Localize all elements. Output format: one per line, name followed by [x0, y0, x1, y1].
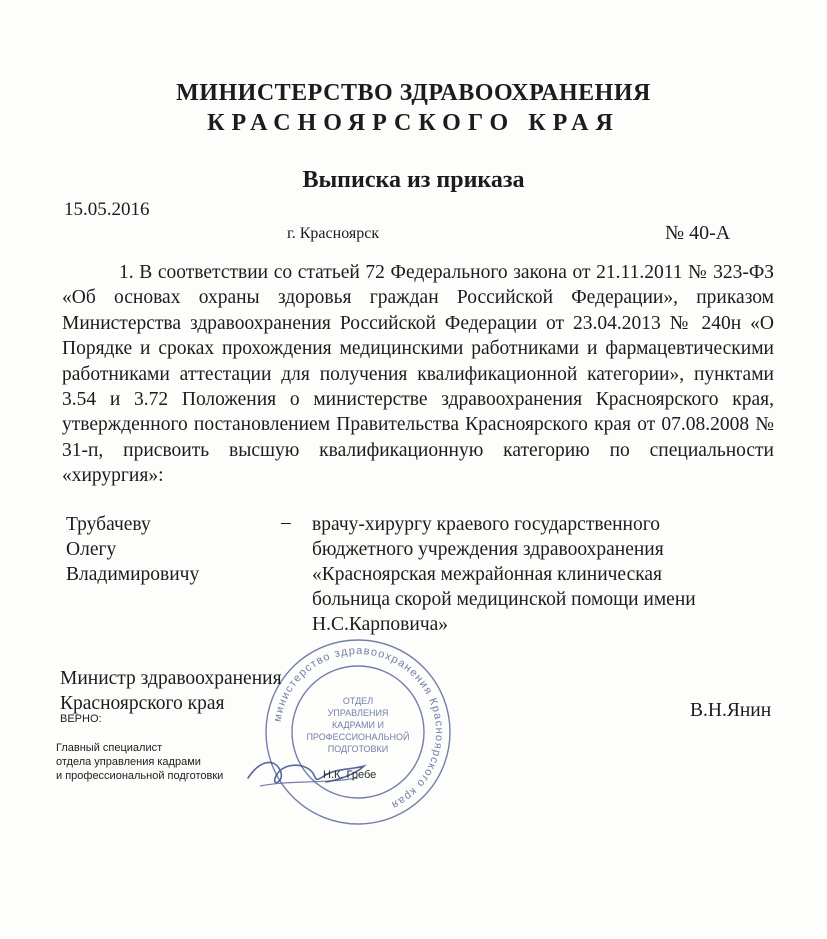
position-line: врачу-хирургу краевого государственного: [312, 514, 660, 535]
employee-first-name: Олегу: [66, 539, 117, 560]
stamp-inner-line: УПРАВЛЕНИЯ: [327, 708, 389, 718]
stamp-inner-line: КАДРАМИ И: [332, 720, 384, 730]
verno-label: ВЕРНО:: [60, 713, 102, 725]
document-date: 15.05.2016: [64, 199, 150, 220]
specialist-title-line: и профессиональной подготовки: [56, 770, 224, 782]
stamp-inner-line: ПОДГОТОВКИ: [327, 744, 389, 754]
employee-name: [66, 512, 199, 587]
minister-title-line: Красноярского края: [60, 693, 225, 714]
order-paragraph: 1. В соответствии со статьей 72 Федерального закона от 21.11.2011 № 323-ФЗ «Об основах охраны здоровья граждан Российской Федерации», приказом Министерства здравоохранения Российской Федерации от 23.04.2013 № 240н «О Порядке и сроках прохождения медицинскими работниками и фармацевтическими работниками аттестации для получения квалификационной категории», пунктами 3.54 и 3.72 Положения о министерстве здравоохранения Красноярского края, утвержденного постановлением Правительства Красноярского края от 07.08.2008 № 31-п, присвоить высшую квалификационную категорию по специальности «хирургия»:: [62, 262, 774, 487]
employee-patronymic: Владимировичу: [66, 564, 200, 585]
ministry-title-line2: КРАСНОЯРСКОГО КРАЯ: [207, 110, 620, 136]
document-title: Выписка из приказа: [302, 167, 525, 193]
stamp-inner-line: ОТДЕЛ: [342, 696, 374, 706]
ministry-title-line1: МИНИСТЕРСТВО ЗДРАВООХРАНЕНИЯ: [176, 80, 651, 106]
position-line: Н.С.Карповича»: [312, 614, 449, 635]
order-body: [62, 260, 774, 489]
minister-title: [60, 666, 282, 716]
specialist-title-line: Главный специалист: [56, 742, 163, 754]
position-line: бюджетного учреждения здравоохранения: [312, 539, 664, 560]
position-line: больница скорой медицинской помощи имени: [312, 589, 696, 610]
document-number: № 40-А: [665, 222, 731, 244]
signer-name: В.Н.Янин: [690, 700, 772, 721]
assignment-dash: –: [281, 512, 291, 533]
document-city: г. Красноярск: [287, 225, 380, 242]
specialist-title: [56, 741, 223, 783]
employee-position: [312, 512, 696, 637]
position-line: «Красноярская межрайонная клиническая: [312, 564, 663, 585]
employee-surname: Трубачеву: [66, 514, 151, 535]
official-stamp: [258, 632, 458, 832]
stamp-inner-line: ПРОФЕССИОНАЛЬНОЙ: [306, 732, 410, 742]
minister-title-line: Министр здравоохранения: [60, 668, 282, 689]
specialist-title-line: отдела управления кадрами: [56, 756, 201, 768]
specialist-name: Н.К. Гребе: [323, 769, 377, 781]
stamp-ring-text: министерство здравоохранения Красноярского края: [271, 644, 446, 812]
